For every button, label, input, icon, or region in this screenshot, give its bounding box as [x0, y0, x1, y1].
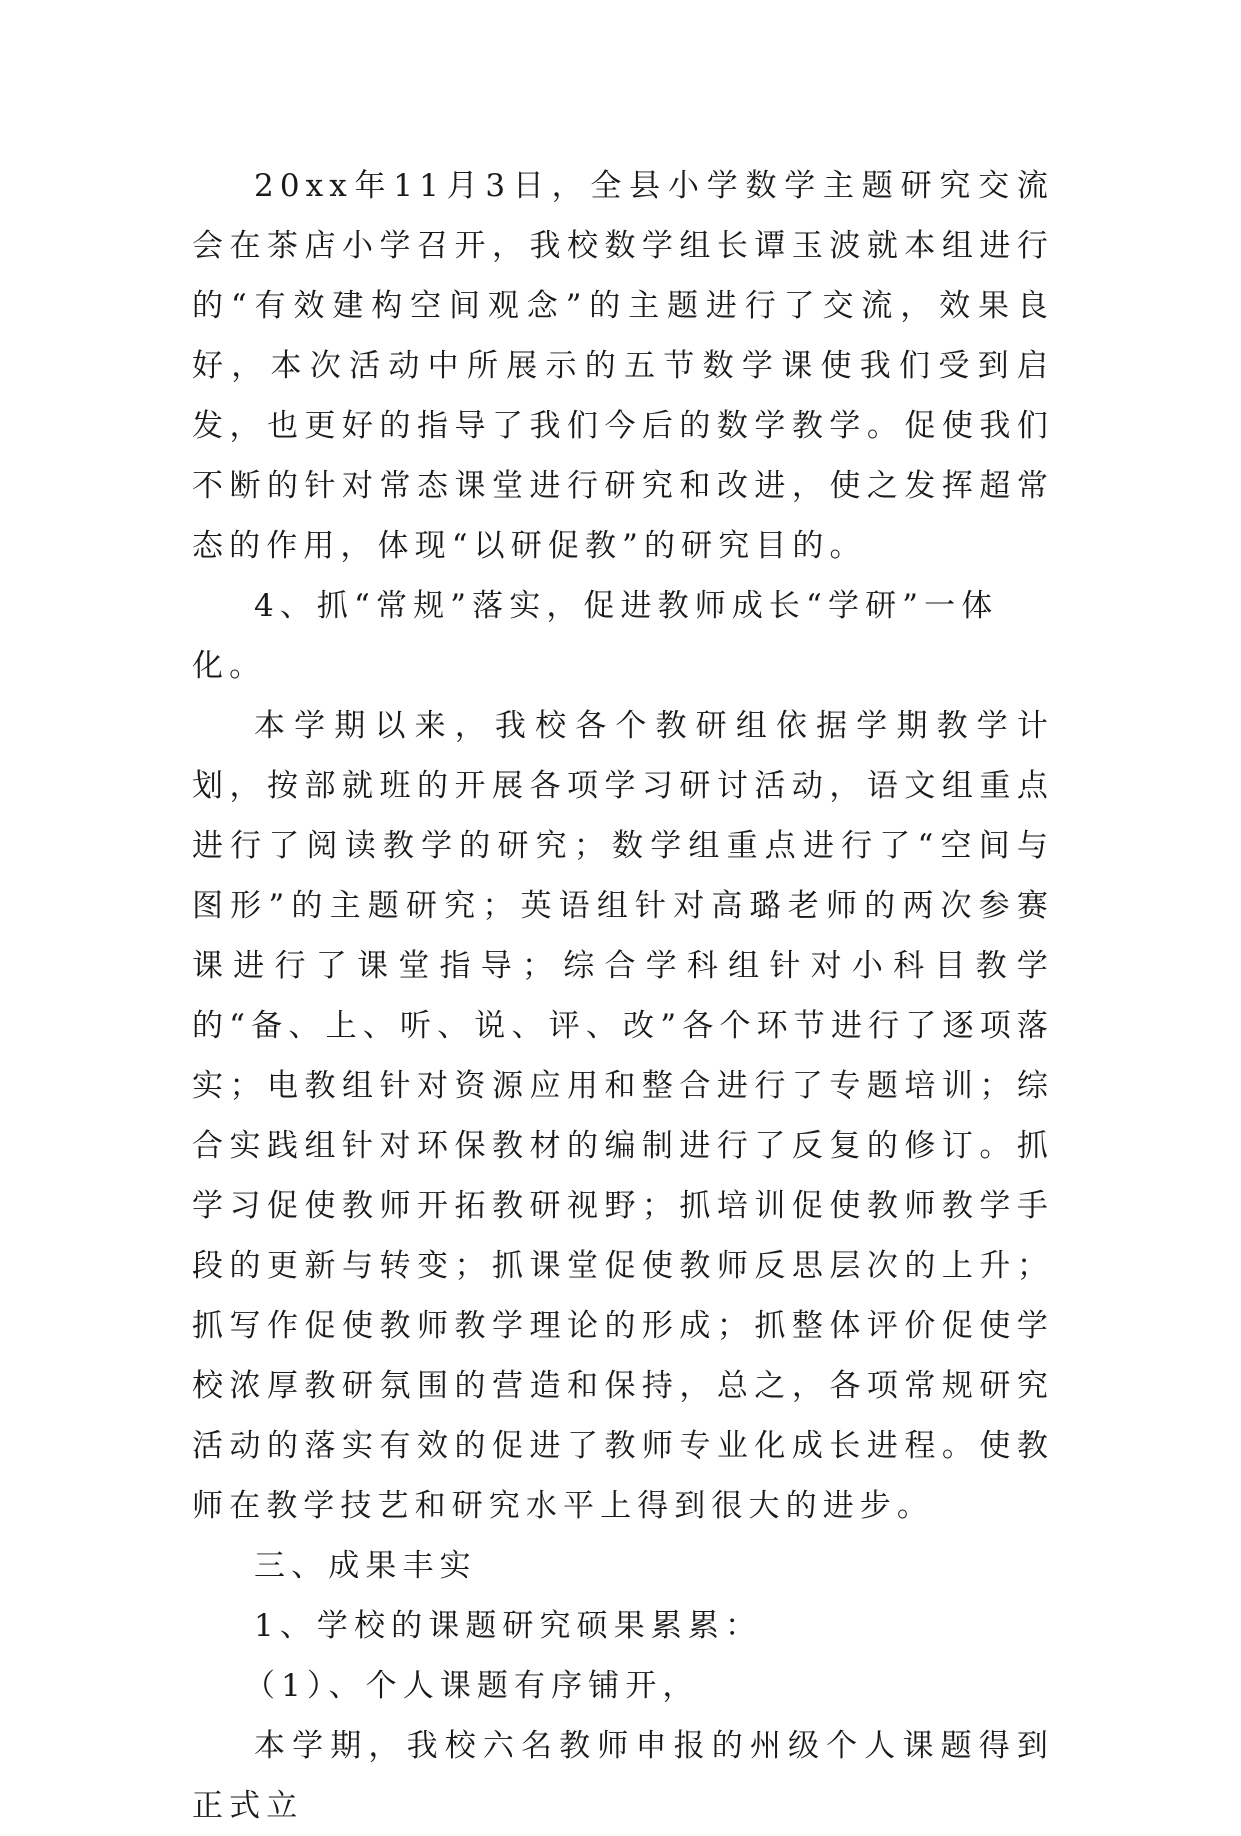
paragraph-state-level-topics: 本学期，我校六名教师申报的州级个人课题得到正式立: [192, 1728, 1054, 1824]
document-body: [192, 156, 1054, 1836]
paragraph-research-groups: 本学期以来，我校各个教研组依据学期教学计划，按部就班的开展各项学习研讨活动，语文组重点进行了阅读教学的研究；数学组重点进行了“空间与图形”的主题研究；英语组针对高璐老师的两次参赛课进行了课堂指导；综合学科组针对小科目教学的“备、上、听、说、评、改”各个环节进行了逐项落实；电教组针对资源应用和整合进行了专题培训；综合实践组针对环保教材的编制进行了反复的修订。抓学习促使教师开拓教研视野；抓培训促使教师教学手段的更新与转变；抓课堂促使教师反思层次的上升；抓写作促使教师教学理论的形成；抓整体评价促使学校浓厚教研氛围的营造和保持，总之，各项常规研究活动的落实有效的促进了教师专业化成长进程。使教师在教学技艺和研究水平上得到很大的进步。: [192, 708, 1054, 1524]
heading-achievements: 三、成果丰实: [254, 1548, 477, 1584]
heading-routine-implementation: 4、抓“常规”落实，促进教师成长“学研”一体化。: [192, 588, 999, 684]
heading-school-research-results: 1、学校的课题研究硕果累累：: [254, 1608, 763, 1644]
paragraph-math-exchange-meeting: 20xx年11月3日，全县小学数学主题研究交流会在茶店小学召开，我校数学组长谭玉波就本组进行的“有效建构空间观念”的主题进行了交流，效果良好，本次活动中所展示的五节数学课使我们受到启发，也更好的指导了我们今后的数学教学。促使我们不断的针对常态课堂进行研究和改进，使之发挥超常态的作用，体现“以研促教”的研究目的。: [192, 168, 1054, 564]
heading-personal-topics: （1）、个人课题有序铺开，: [244, 1668, 700, 1704]
